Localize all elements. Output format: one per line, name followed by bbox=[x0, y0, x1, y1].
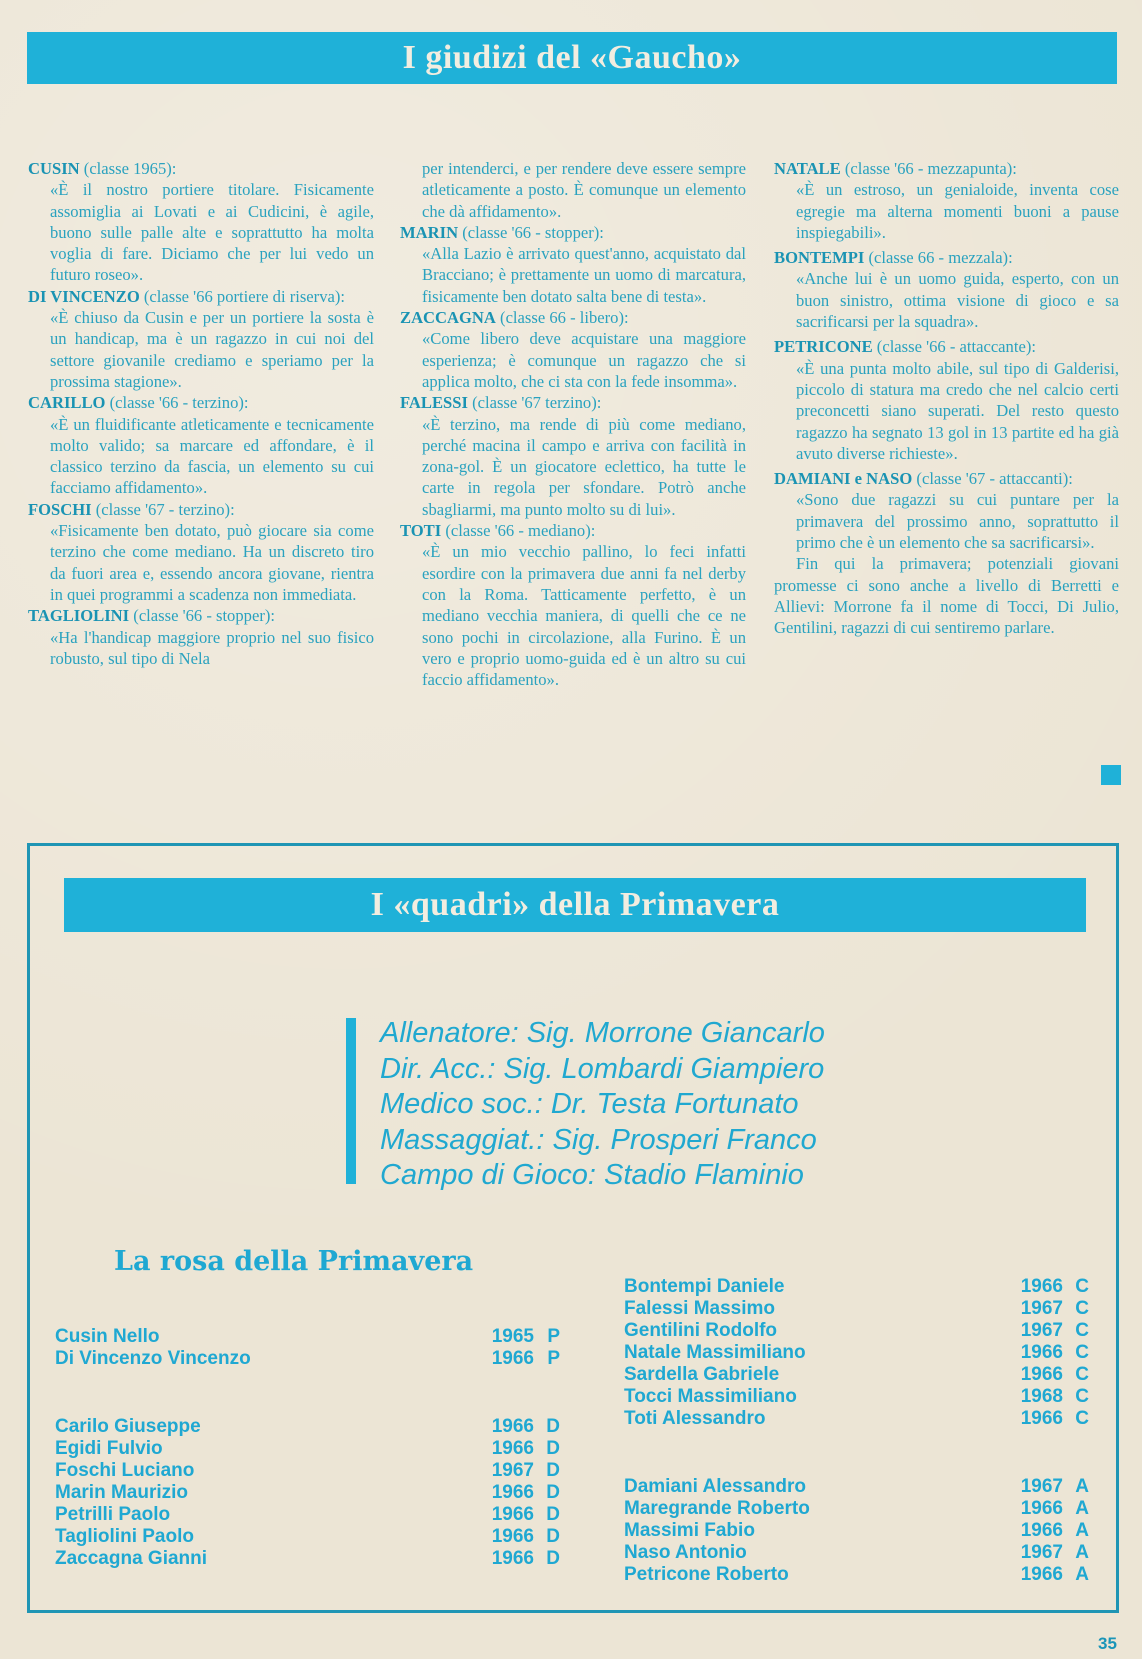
closing-paragraph: Fin qui la primavera; potenziali giovani promesse ci sono anche a livello di Berretti e Allievi: Morrone fa il nome di Tocci, Di Julio, Gentilini, ragazzi di cui sentiremo parlare. bbox=[774, 554, 1119, 638]
player-name: Carilo Giuseppe bbox=[55, 1416, 201, 1437]
roster-row bbox=[55, 1438, 560, 1460]
roster-row bbox=[624, 1386, 1089, 1408]
player-name: Sardella Gabriele bbox=[624, 1364, 780, 1385]
judgment-text: «È un mio vecchio pallino, lo feci infatti esordire con la primavera due anni fa nel derby con la Roma. Tatticamente perfetto, è un mediano vecchia maniera, di quelli che ce ne sono pochi in circolazione, alla Furino. È un vero e proprio uomo-guida ed è un altro su cui faccio affidamento». bbox=[422, 542, 746, 690]
judgment-heading bbox=[400, 520, 746, 541]
player-name: Egidi Fulvio bbox=[55, 1438, 163, 1459]
judgment-entry bbox=[28, 499, 374, 605]
position: C bbox=[1075, 1364, 1089, 1385]
position: A bbox=[1075, 1476, 1089, 1497]
roster-row bbox=[55, 1326, 560, 1348]
player-detail: (classe 66 - libero): bbox=[495, 308, 629, 328]
judgment-text: «È una punta molto abile, sul tipo di Galderisi, piccolo di statura ma credo che nel calcio certi preconcetti siano superati. Del resto questo ragazzo ha segnato 13 gol in 13 partite ed ha già avuto diverse richieste». bbox=[796, 358, 1119, 463]
roster-row bbox=[55, 1526, 560, 1548]
judgment-heading bbox=[400, 222, 746, 243]
birth-year: 1966 bbox=[491, 1348, 534, 1369]
birth-year: 1966 bbox=[491, 1438, 534, 1459]
judgment-text: «È un estroso, un genialoide, inventa cose egregie ma alterna momenti buoni a pause inspiegabili». bbox=[796, 180, 1119, 242]
judgment-heading bbox=[400, 307, 746, 328]
judgment-entry bbox=[400, 158, 746, 222]
roster-row bbox=[624, 1276, 1089, 1298]
judgment-entry bbox=[400, 520, 746, 690]
position: D bbox=[546, 1504, 560, 1525]
judgment-heading bbox=[28, 499, 374, 520]
player-name: Zaccagna Gianni bbox=[55, 1548, 208, 1569]
player-detail: (classe '66 - terzino): bbox=[105, 393, 249, 413]
position: C bbox=[1075, 1342, 1089, 1363]
position: D bbox=[546, 1526, 560, 1547]
position: C bbox=[1075, 1386, 1089, 1407]
roster-row bbox=[624, 1542, 1089, 1564]
position: D bbox=[546, 1416, 560, 1437]
roster-row bbox=[624, 1342, 1089, 1364]
roster-goalkeepers bbox=[55, 1326, 560, 1370]
quadri-title: I «quadri» della Primavera bbox=[370, 886, 780, 923]
position: D bbox=[546, 1460, 560, 1481]
judgment-heading bbox=[774, 158, 1119, 179]
player-name: FALESSI bbox=[400, 393, 468, 413]
birth-year: 1966 bbox=[491, 1504, 534, 1525]
player-name: BONTEMPI bbox=[774, 248, 865, 268]
player-name: TOTI bbox=[400, 521, 442, 541]
judgment-entry bbox=[774, 336, 1119, 464]
player-detail: (classe '67 terzino): bbox=[467, 393, 602, 413]
roster-row bbox=[55, 1504, 560, 1526]
player-name: Tagliolini Paolo bbox=[55, 1526, 194, 1547]
roster-title: La rosa della Primavera bbox=[114, 1246, 474, 1277]
birth-year: 1966 bbox=[491, 1526, 534, 1547]
player-name: Petricone Roberto bbox=[624, 1564, 789, 1585]
position: A bbox=[1075, 1542, 1089, 1563]
roster-defenders bbox=[55, 1416, 560, 1570]
player-name: Naso Antonio bbox=[624, 1542, 747, 1563]
player-detail: (classe '67 - attaccanti): bbox=[912, 469, 1073, 489]
position: P bbox=[547, 1348, 560, 1369]
roster-row bbox=[55, 1460, 560, 1482]
roster-row bbox=[55, 1348, 560, 1370]
judgment-entry bbox=[774, 247, 1119, 332]
birth-year: 1967 bbox=[1020, 1298, 1063, 1319]
birth-year: 1966 bbox=[1020, 1408, 1063, 1429]
birth-year: 1966 bbox=[491, 1548, 534, 1569]
player-name: MARIN bbox=[400, 222, 459, 242]
judgment-heading bbox=[774, 336, 1119, 357]
player-name: Falessi Massimo bbox=[624, 1298, 776, 1319]
judgments-column-1 bbox=[28, 158, 374, 669]
position: A bbox=[1075, 1520, 1089, 1541]
staff-director: Dir. Acc.: Sig. Lombardi Giampiero bbox=[380, 1052, 825, 1085]
judgment-text: «Sono due ragazzi su cui puntare per la primavera del prossimo anno, soprattutto il primo che è un elemento che sa sacrificarsi». bbox=[796, 490, 1119, 553]
player-name: PETRICONE bbox=[774, 337, 873, 357]
judgment-text: «Anche lui è un uomo guida, esperto, con un buon sinistro, ottima visione di gioco e sa sacrificarsi per la squadra». bbox=[796, 269, 1119, 332]
end-of-article-mark bbox=[1101, 765, 1121, 785]
judgment-entry bbox=[400, 392, 746, 520]
birth-year: 1966 bbox=[1020, 1342, 1063, 1363]
birth-year: 1966 bbox=[1020, 1498, 1063, 1519]
player-name: Bontempi Daniele bbox=[624, 1276, 785, 1297]
position: C bbox=[1075, 1298, 1089, 1319]
player-name: Natale Massimiliano bbox=[624, 1342, 806, 1363]
birth-year: 1966 bbox=[491, 1416, 534, 1437]
judgment-heading bbox=[400, 392, 746, 413]
position: C bbox=[1075, 1320, 1089, 1341]
position: A bbox=[1075, 1564, 1089, 1585]
staff-masseur: Massaggiat.: Sig. Prosperi Franco bbox=[380, 1123, 817, 1156]
player-name: CUSIN bbox=[28, 159, 80, 178]
quadri-banner bbox=[64, 878, 1086, 932]
judgment-heading bbox=[28, 286, 374, 307]
birth-year: 1968 bbox=[1020, 1386, 1063, 1407]
judgment-entry bbox=[28, 392, 374, 498]
roster-row bbox=[624, 1476, 1089, 1498]
judgment-entry bbox=[774, 468, 1119, 553]
player-detail: (classe '66 - mediano): bbox=[441, 521, 596, 541]
player-name: Cusin Nello bbox=[55, 1326, 160, 1347]
player-name: Di Vincenzo Vincenzo bbox=[55, 1348, 251, 1369]
judgment-heading bbox=[28, 158, 374, 179]
judgment-text: «È terzino, ma rende di più come mediano, perché macina il campo e arriva con facilità in zona-gol. È un giocatore eclettico, ha tutte le carte in regola per sfondare. Potrò anche sbagliarmi, ma punto molto su di lui». bbox=[422, 414, 746, 519]
player-name: FOSCHI bbox=[28, 499, 92, 519]
judgment-text: «Fisicamente ben dotato, può giocare sia come terzino che come mediano. Ha un discreto tiro da fuori area e, essendo ancora giovane, rientra in quei programmi a scadenza non immediata. bbox=[50, 521, 374, 604]
birth-year: 1967 bbox=[491, 1460, 534, 1481]
player-name: DI VINCENZO bbox=[28, 286, 140, 306]
roster-row bbox=[624, 1364, 1089, 1386]
judgment-entry bbox=[400, 307, 746, 392]
position: D bbox=[546, 1482, 560, 1503]
player-detail: (classe '66 - attaccante): bbox=[872, 337, 1036, 357]
player-name: Petrilli Paolo bbox=[55, 1504, 171, 1525]
player-name: Foschi Luciano bbox=[55, 1460, 195, 1481]
judgment-entry bbox=[28, 605, 374, 669]
player-name: DAMIANI e NASO bbox=[774, 469, 913, 489]
judgment-entry bbox=[774, 158, 1119, 243]
roster-row bbox=[55, 1482, 560, 1504]
player-detail: (classe '66 - mezzapunta): bbox=[840, 159, 1017, 178]
player-detail: (classe '67 - terzino): bbox=[91, 499, 235, 519]
roster-forwards bbox=[624, 1476, 1089, 1586]
player-name: CARILLO bbox=[28, 393, 106, 413]
judgments-column-2 bbox=[400, 158, 746, 690]
player-name: Massimi Fabio bbox=[624, 1520, 755, 1541]
roster-row bbox=[624, 1320, 1089, 1342]
position: D bbox=[546, 1438, 560, 1459]
birth-year: 1967 bbox=[1020, 1476, 1063, 1497]
birth-year: 1967 bbox=[1020, 1542, 1063, 1563]
player-name: Gentilini Rodolfo bbox=[624, 1320, 778, 1341]
birth-year: 1966 bbox=[1020, 1520, 1063, 1541]
roster-row bbox=[624, 1520, 1089, 1542]
judgments-title: I giudizi del «Gaucho» bbox=[402, 39, 742, 76]
staff-list bbox=[346, 1016, 825, 1194]
player-name: Toti Alessandro bbox=[624, 1408, 766, 1429]
judgment-entry bbox=[28, 286, 374, 392]
birth-year: 1966 bbox=[491, 1482, 534, 1503]
player-name: Damiani Alessandro bbox=[624, 1476, 806, 1497]
birth-year: 1966 bbox=[1020, 1564, 1063, 1585]
player-name: Marin Maurizio bbox=[55, 1482, 189, 1503]
player-detail: (classe '66 - stopper): bbox=[129, 606, 275, 626]
judgment-text: «È il nostro portiere titolare. Fisicamente assomiglia ai Lovati e ai Cudicini, è agile, buono sulle palle alte e soprattutto ha molta voglia di fare. Diciamo che per lui vedo un futuro roseo». bbox=[50, 180, 374, 285]
judgment-heading bbox=[774, 247, 1119, 268]
judgment-text: «Alla Lazio è arrivato quest'anno, acquistato dal Bracciano; è prettamente un uomo di marcatura, fisicamente ben dotato salta bene di testa». bbox=[422, 244, 746, 306]
player-name: ZACCAGNA bbox=[400, 308, 496, 328]
roster-midfielders bbox=[624, 1276, 1089, 1430]
judgment-text: «Ha l'handicap maggiore proprio nel suo fisico robusto, sul tipo di Nela bbox=[50, 627, 374, 668]
position: C bbox=[1075, 1408, 1089, 1429]
judgments-banner bbox=[27, 32, 1117, 84]
judgments-column-3 bbox=[774, 158, 1119, 639]
judgment-text: per intenderci, e per rendere deve essere sempre atleticamente a posto. È comunque un elemento che dà affidamento». bbox=[422, 159, 746, 221]
page-number: 35 bbox=[1098, 1634, 1117, 1653]
birth-year: 1966 bbox=[1020, 1364, 1063, 1385]
position: A bbox=[1075, 1498, 1089, 1519]
position: D bbox=[546, 1548, 560, 1569]
position: C bbox=[1075, 1276, 1089, 1297]
judgment-text: «È chiuso da Cusin e per un portiere la sosta è un handicap, ma è un ragazzo in cui noi del settore giovanile crediamo e speriamo per la prossima stagione». bbox=[50, 308, 374, 391]
position: P bbox=[547, 1326, 560, 1347]
birth-year: 1967 bbox=[1020, 1320, 1063, 1341]
judgment-heading bbox=[28, 392, 374, 413]
judgment-heading bbox=[28, 605, 374, 626]
judgment-entry bbox=[28, 158, 374, 286]
roster-row bbox=[55, 1548, 560, 1570]
player-name: Maregrande Roberto bbox=[624, 1498, 810, 1519]
staff-field: Campo di Gioco: Stadio Flaminio bbox=[380, 1159, 804, 1191]
birth-year: 1966 bbox=[1020, 1276, 1063, 1297]
judgment-text: «È un fluidificante atleticamente e tecnicamente molto valido; sa marcare ed affondare, è il classico terzino da fascia, un elemento su cui facciamo affidamento». bbox=[50, 414, 374, 498]
player-name: Tocci Massimiliano bbox=[624, 1386, 797, 1407]
player-detail: (classe 1965): bbox=[79, 159, 177, 178]
judgment-entry bbox=[400, 222, 746, 307]
roster-row bbox=[624, 1408, 1089, 1430]
staff-coach: Allenatore: Sig. Morrone Giancarlo bbox=[380, 1017, 825, 1049]
judgment-heading bbox=[774, 468, 1119, 489]
roster-row bbox=[624, 1564, 1089, 1586]
staff-doctor: Medico soc.: Dr. Testa Fortunato bbox=[380, 1088, 799, 1120]
player-name: TAGLIOLINI bbox=[28, 606, 130, 626]
roster-row bbox=[55, 1416, 560, 1438]
player-detail: (classe '66 portiere di riserva): bbox=[139, 286, 345, 306]
birth-year: 1965 bbox=[491, 1326, 534, 1347]
roster-row bbox=[624, 1298, 1089, 1320]
player-detail: (classe '66 - stopper): bbox=[458, 222, 604, 242]
roster-row bbox=[624, 1498, 1089, 1520]
player-name: NATALE bbox=[774, 159, 841, 178]
player-detail: (classe 66 - mezzala): bbox=[864, 248, 1013, 268]
judgment-text: «Come libero deve acquistare una maggiore esperienza; è comunque un ragazzo che si applica molto, che ci sta con la fede insomma». bbox=[422, 329, 746, 391]
